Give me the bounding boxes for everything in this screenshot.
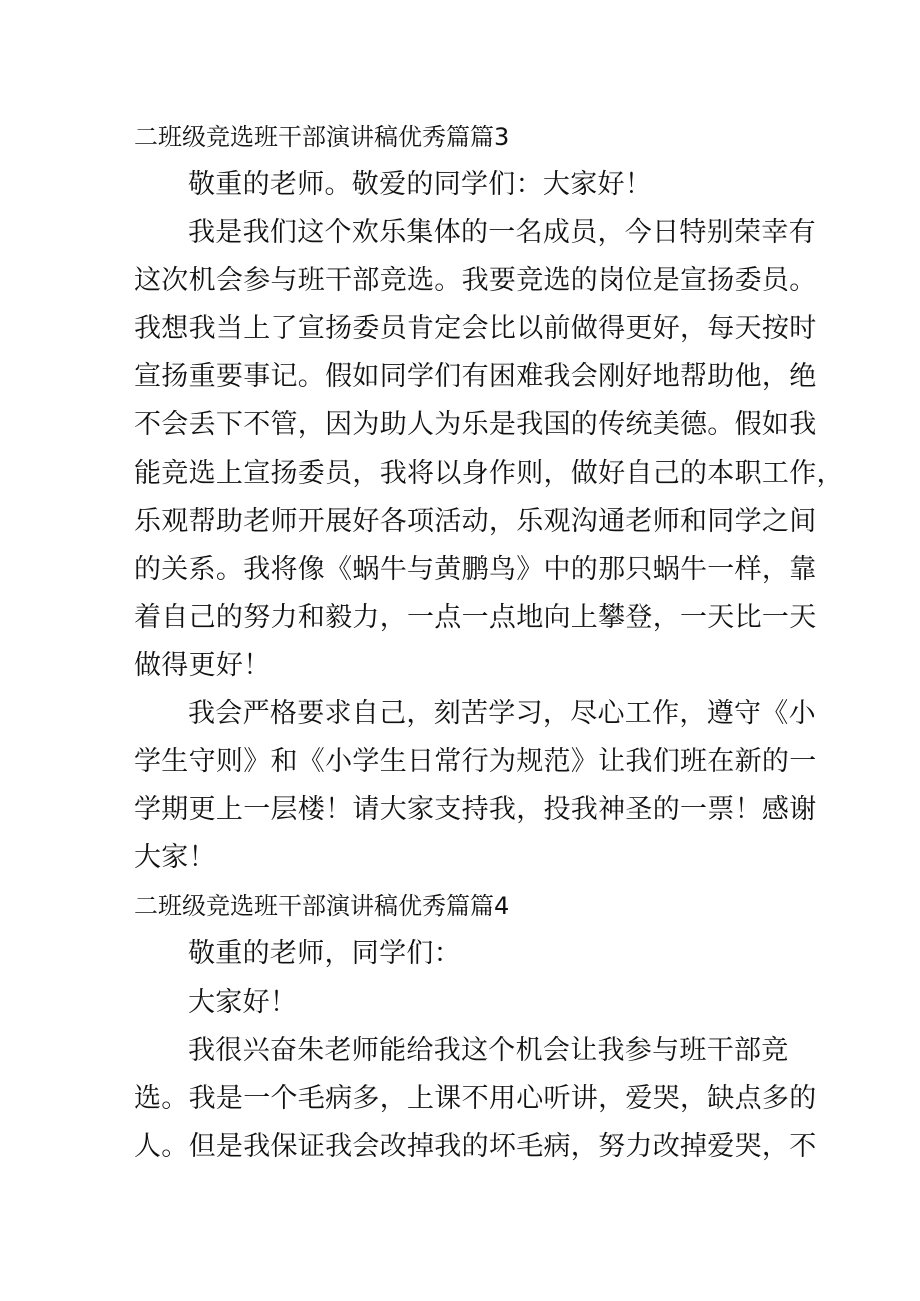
section-heading-4: 二班级竞选班干部演讲稿优秀篇篇4 bbox=[134, 892, 510, 921]
greeting-line: 敬重的老师。敬爱的同学们：大家好！ bbox=[188, 169, 653, 200]
text-line: 做得更好！ bbox=[134, 649, 271, 681]
text-line: 能竞选上宣扬委员，我将以身作则，做好自己的本职工作， bbox=[134, 457, 844, 489]
section-heading-3: 二班级竞选班干部演讲稿优秀篇篇3 bbox=[134, 123, 510, 151]
text-line: 人。但是我保证我会改掉我的坏毛病，努力改掉爱哭，不 bbox=[134, 1130, 817, 1162]
document-page bbox=[134, 113, 844, 1171]
text-line: 学生守则》和《小学生日常行为规范》让我们班在新的一 bbox=[134, 746, 817, 778]
text-line: 选。我是一个毛病多，上课不用心听讲，爱哭，缺点多的 bbox=[134, 1082, 817, 1114]
text-line: 我很兴奋朱老师能给我这个机会让我参与班干部竞 bbox=[188, 1034, 789, 1066]
text-line: 的关系。我将像《蜗牛与黄鹏鸟》中的那只蜗牛一样，靠 bbox=[134, 553, 817, 585]
text-line: 我是我们这个欢乐集体的一名成员，今日特别荣幸有 bbox=[188, 217, 816, 249]
greeting-line: 敬重的老师，同学们： bbox=[188, 938, 461, 970]
paragraph bbox=[134, 1027, 817, 1171]
text-line: 着自己的努力和毅力，一点一点地向上攀登，一天比一天 bbox=[134, 601, 817, 633]
text-line: 宣扬重要事记。假如同学们有困难我会刚好地帮助他，绝 bbox=[134, 361, 817, 393]
paragraph bbox=[134, 209, 844, 690]
text-line: 乐观帮助老师开展好各项活动，乐观沟通老师和同学之间 bbox=[134, 505, 817, 537]
text-line: 我会严格要求自己，刻苦学习，尽心工作，遵守《小 bbox=[188, 698, 816, 730]
text-line: 不会丢下不管，因为助人为乐是我国的传统美德。假如我 bbox=[134, 409, 817, 441]
text-line: 大家！ bbox=[134, 842, 216, 874]
paragraph bbox=[134, 690, 817, 882]
greeting-line: 大家好！ bbox=[188, 986, 298, 1018]
text-line: 这次机会参与班干部竞选。我要竞选的岗位是宣扬委员。 bbox=[134, 265, 817, 297]
text-line: 学期更上一层楼！请大家支持我，投我神圣的一票！感谢 bbox=[134, 794, 817, 826]
text-line: 我想我当上了宣扬委员肯定会比以前做得更好，每天按时 bbox=[134, 313, 817, 345]
